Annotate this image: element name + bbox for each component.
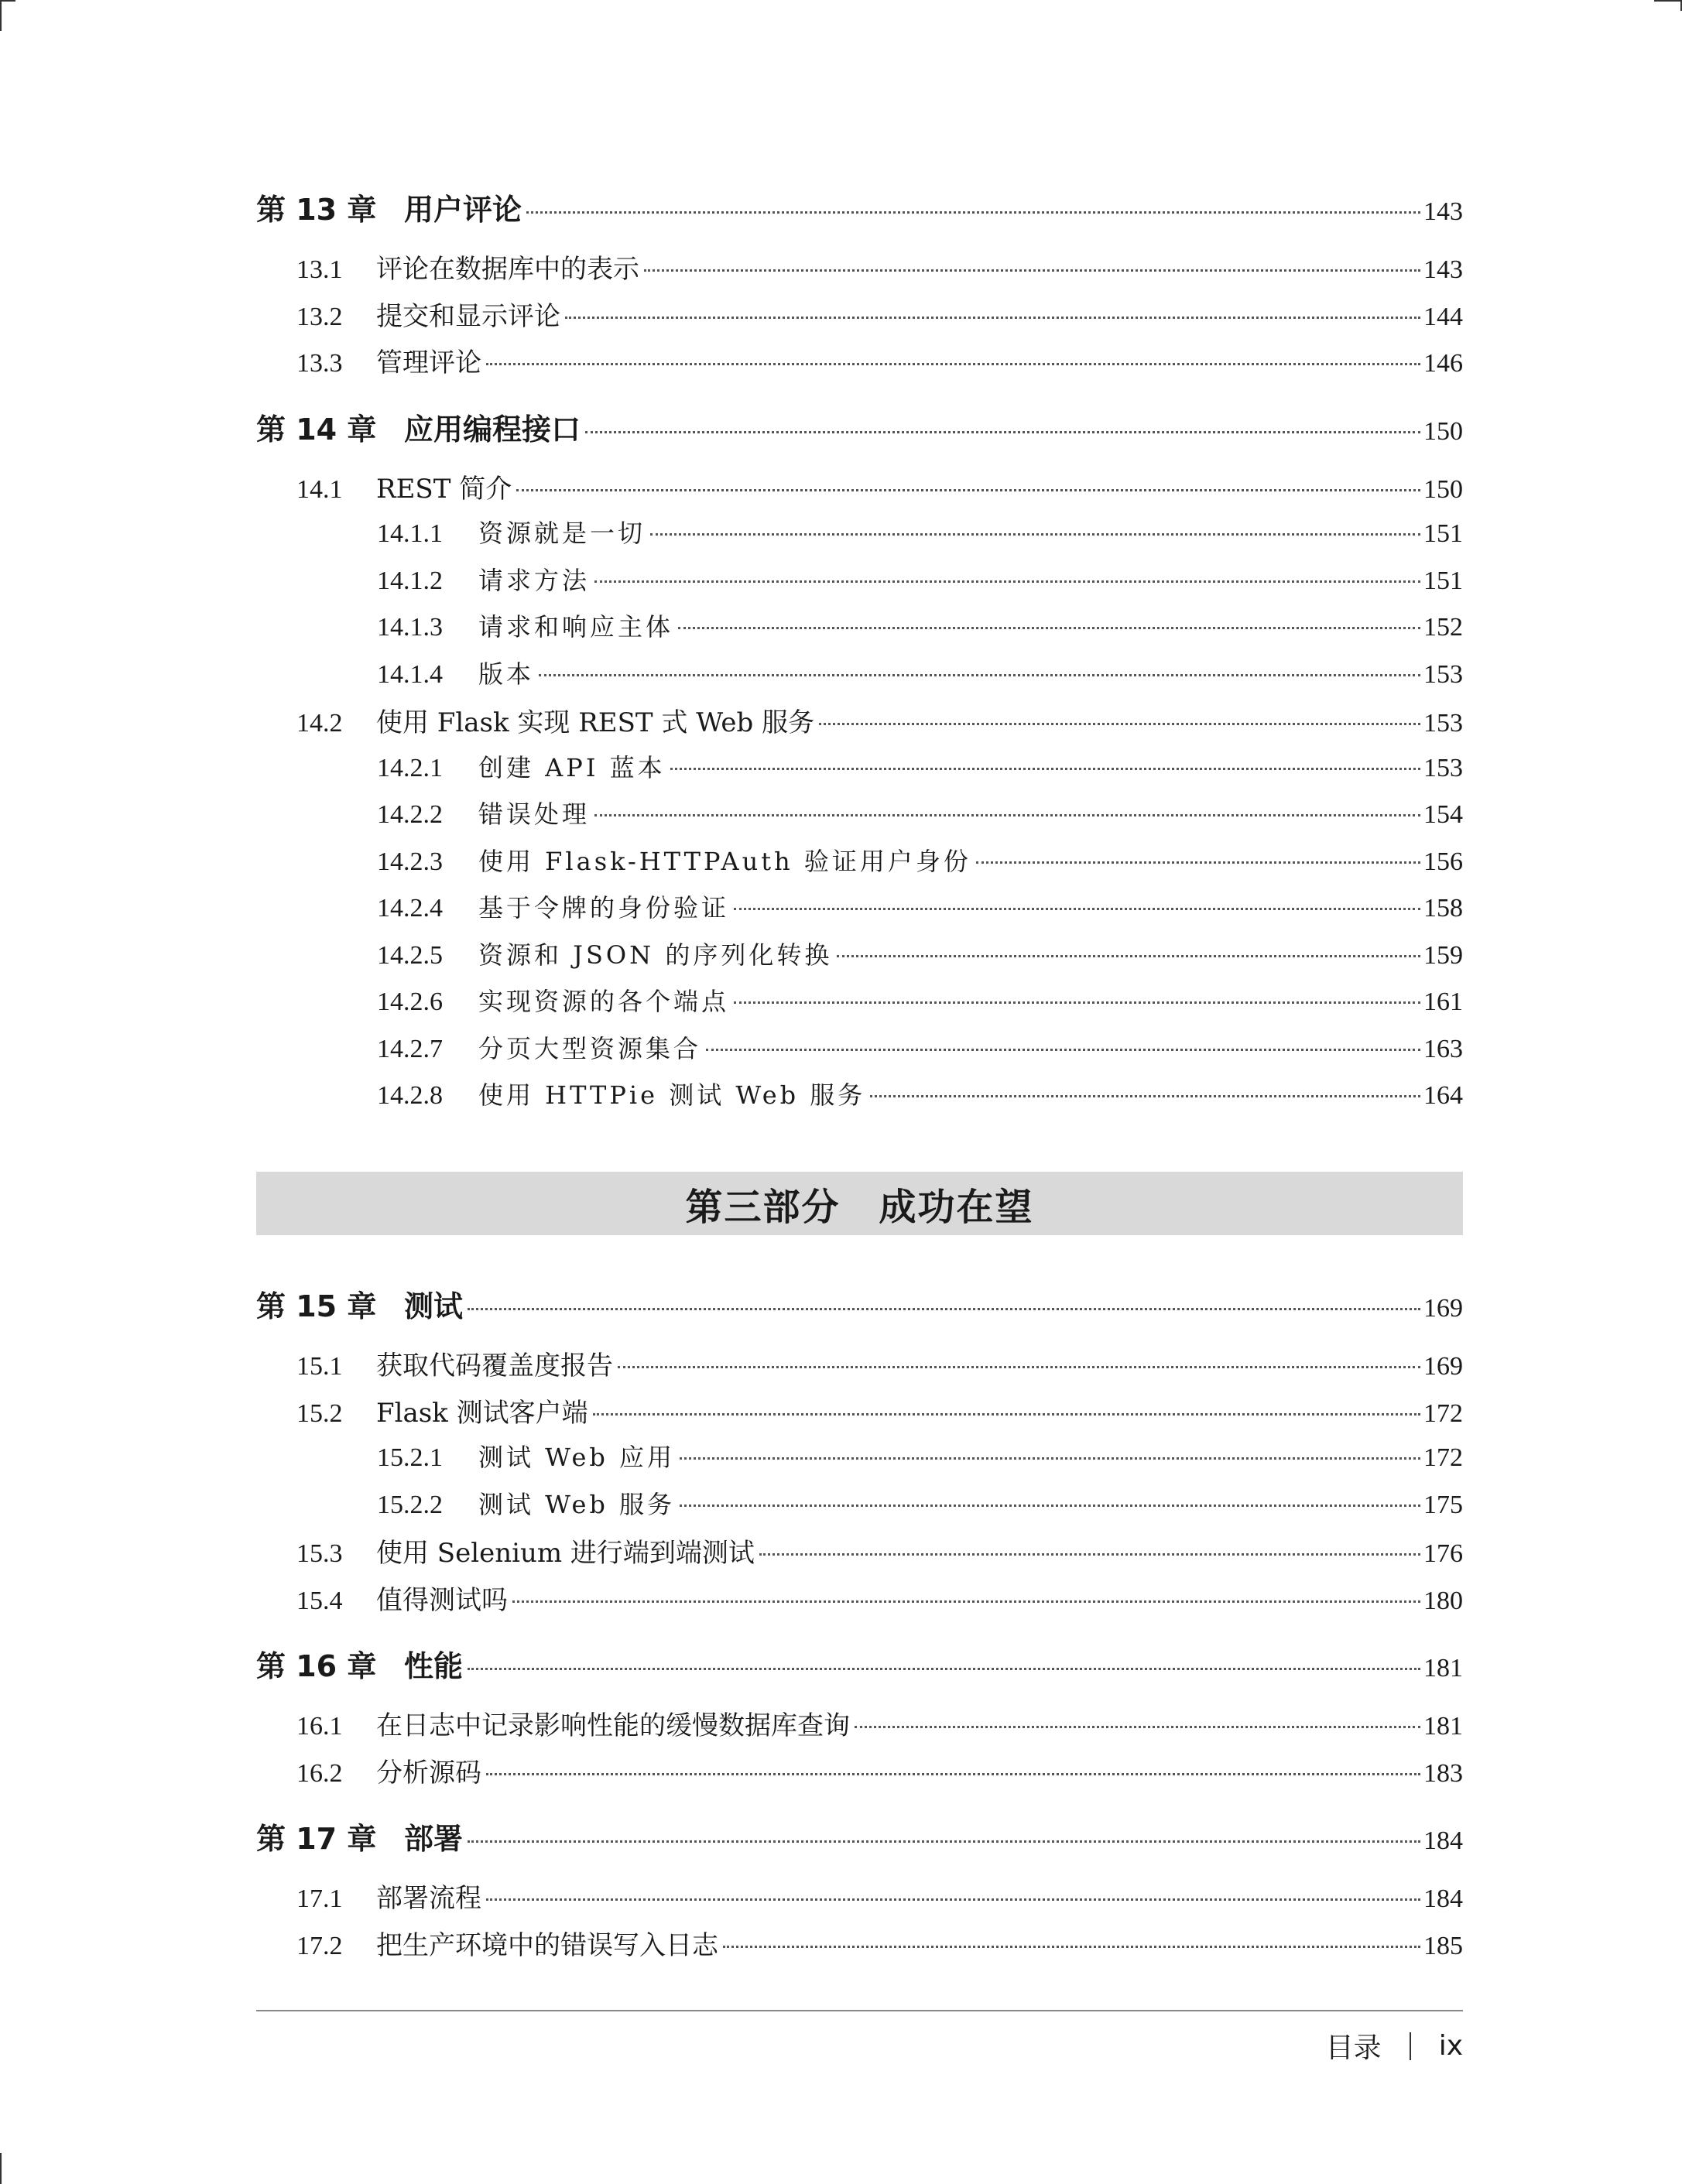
toc-entry-label (296, 701, 814, 739)
toc-entry-number: 第 16 章 (256, 1649, 377, 1683)
toc-subsection-row[interactable] (256, 936, 1463, 983)
toc-entry-number: 14.2.4 (377, 894, 443, 923)
toc-entry-number: 16.1 (296, 1712, 343, 1741)
dot-leader (670, 768, 1420, 770)
toc-entry-page: 152 (1423, 613, 1463, 642)
toc-subsection-row[interactable] (256, 1029, 1463, 1077)
toc-entry-number: 第 17 章 (256, 1822, 377, 1856)
toc-entry-page: 154 (1423, 800, 1463, 829)
toc-chapter-row[interactable] (256, 406, 1463, 452)
dot-leader (593, 1413, 1420, 1415)
toc-entry-label (377, 655, 534, 690)
toc-entry-number: 15.4 (296, 1586, 343, 1615)
toc-entry-label (296, 1924, 718, 1962)
dot-leader (512, 1600, 1420, 1603)
toc-entry-page: 150 (1423, 474, 1463, 504)
toc-entry-page: 176 (1423, 1539, 1463, 1568)
dot-leader (585, 431, 1420, 433)
dot-leader (565, 317, 1420, 319)
toc-entry-title: 创建 API 蓝本 (478, 752, 666, 782)
dot-leader (759, 1553, 1420, 1556)
toc-subsection-row[interactable] (256, 1438, 1463, 1485)
toc-entry-title: 用户评论 (404, 193, 522, 227)
crop-mark-top-left-h (0, 0, 15, 2)
toc-entry-label (296, 341, 481, 379)
toc-entry-number: 第 14 章 (256, 412, 377, 447)
dot-leader (468, 1668, 1420, 1670)
dot-leader (976, 861, 1420, 864)
toc-entry-label (377, 514, 646, 549)
toc-section-row[interactable] (256, 1704, 1463, 1751)
toc-entry-page: 146 (1423, 349, 1463, 378)
toc-entry-title: 管理评论 (376, 347, 481, 378)
toc-entry-title: 测试 Web 应用 (478, 1443, 676, 1472)
toc-entry-page: 184 (1423, 1826, 1463, 1855)
page-footer (1326, 2026, 1463, 2066)
toc-entry-label (296, 1579, 508, 1617)
toc-subsection-row[interactable] (256, 514, 1463, 561)
dot-leader (468, 1308, 1420, 1310)
dot-leader (837, 955, 1420, 957)
dot-leader (734, 1001, 1420, 1004)
toc-entry-number: 15.2.2 (377, 1490, 443, 1519)
toc-entry-title: 资源就是一切 (478, 519, 646, 548)
toc-entry-title: 评论在数据库中的表示 (376, 254, 639, 285)
footer-page-number: ix (1438, 2030, 1463, 2062)
toc-entry-number: 14.1 (296, 474, 343, 504)
toc-section-row[interactable] (256, 1877, 1463, 1924)
toc-entry-label (377, 1029, 701, 1065)
toc-entry-title: 使用 Flask 实现 REST 式 Web 服务 (376, 707, 815, 738)
toc-entry-title: 基于令牌的身份验证 (478, 893, 730, 923)
toc-entry-label (377, 795, 590, 830)
toc-entry-number: 14.2.6 (377, 988, 443, 1016)
toc-entry-title: 部署流程 (376, 1883, 481, 1914)
toc-entry-label (377, 608, 673, 643)
dot-leader (526, 211, 1420, 214)
toc-section-row[interactable] (256, 1751, 1463, 1799)
toc-entry-number: 第 15 章 (256, 1289, 377, 1323)
toc-section-row[interactable] (256, 248, 1463, 295)
toc-subsection-row[interactable] (256, 982, 1463, 1029)
toc-entry-page: 150 (1423, 416, 1463, 446)
dot-leader (855, 1726, 1420, 1728)
toc-entry-title: 测试 (404, 1289, 464, 1323)
toc-entry-page: 183 (1423, 1758, 1463, 1788)
toc-entry-number: 14.1.2 (377, 566, 443, 595)
toc-entry-label (377, 1438, 675, 1474)
dot-leader (650, 533, 1420, 536)
toc-section-row[interactable] (256, 1532, 1463, 1579)
toc-entry-title: 使用 Flask-HTTPAuth 验证用户身份 (478, 846, 971, 876)
toc-chapter-row[interactable] (256, 1642, 1463, 1689)
toc-entry-page: 169 (1423, 1352, 1463, 1381)
toc-entry-page: 185 (1423, 1931, 1463, 1960)
toc-entry-page: 181 (1423, 1654, 1463, 1683)
toc-entry-number: 14.2.3 (377, 847, 443, 876)
toc-entry-label (256, 1282, 463, 1325)
toc-entry-number: 14.2.1 (377, 753, 443, 782)
crop-mark-top-left (0, 0, 2, 31)
toc-entry-number: 14.1.4 (377, 659, 443, 689)
toc-entry-label (377, 561, 590, 597)
footer-separator (1410, 2032, 1411, 2060)
toc-entry-page: 153 (1423, 659, 1463, 689)
toc-section-row[interactable] (256, 341, 1463, 389)
toc-entry-label (296, 248, 639, 286)
toc-entry-number: 17.1 (296, 1884, 343, 1913)
toc-entry-title: 分页大型资源集合 (478, 1033, 702, 1063)
toc-entry-page: 172 (1423, 1443, 1463, 1472)
toc-entry-title: 请求和响应主体 (478, 612, 674, 642)
toc-entry-title: 版本 (478, 659, 535, 689)
toc-section-row[interactable] (256, 1924, 1463, 1971)
toc-entry-title: REST 简介 (376, 473, 512, 505)
toc-entry-title: 实现资源的各个端点 (478, 987, 730, 1016)
toc-section-row[interactable] (256, 467, 1463, 515)
toc-entry-label (256, 1642, 463, 1685)
dot-leader (594, 580, 1420, 583)
toc-entry-label (296, 1751, 481, 1789)
toc-entry-number: 14.1.3 (377, 613, 443, 642)
toc-entry-title: 性能 (404, 1649, 464, 1683)
toc-entry-label (256, 406, 581, 448)
toc-entry-title: 使用 Selenium 进行端到端测试 (376, 1538, 755, 1569)
toc-entry-page: 151 (1423, 519, 1463, 548)
toc-entry-label (377, 1485, 675, 1521)
dot-leader (516, 489, 1420, 491)
toc-section-row[interactable] (256, 1392, 1463, 1439)
toc-entry-title: 应用编程接口 (404, 412, 581, 447)
toc-entry-title: Flask 测试客户端 (376, 1397, 588, 1429)
toc-subsection-row[interactable] (256, 1076, 1463, 1123)
toc-entry-label (377, 982, 729, 1018)
toc-entry-number: 14.1.1 (377, 519, 443, 548)
table-of-contents-part-2 (256, 1282, 1463, 1970)
toc-entry-page: 151 (1423, 566, 1463, 595)
toc-entry-label (296, 295, 560, 333)
toc-entry-number: 14.2 (296, 709, 343, 738)
toc-entry-number: 13.3 (296, 349, 343, 378)
toc-subsection-row[interactable] (256, 842, 1463, 889)
toc-entry-number: 14.2.7 (377, 1034, 443, 1063)
toc-entry-title: 资源和 JSON 的序列化转换 (478, 940, 833, 970)
toc-entry-page: 175 (1423, 1490, 1463, 1519)
dot-leader (680, 1504, 1420, 1507)
toc-entry-number: 17.2 (296, 1931, 343, 1960)
toc-entry-title: 使用 HTTPie 测试 Web 服务 (478, 1080, 866, 1110)
toc-entry-title: 测试 Web 服务 (478, 1489, 676, 1519)
part-banner (256, 1172, 1463, 1235)
toc-entry-label (377, 936, 832, 971)
dot-leader (706, 1049, 1420, 1051)
toc-chapter-row[interactable] (256, 1282, 1463, 1329)
toc-subsection-row[interactable] (256, 888, 1463, 936)
toc-entry-page: 144 (1423, 302, 1463, 331)
dot-leader (468, 1840, 1420, 1843)
dot-leader (723, 1946, 1420, 1948)
footer-divider (256, 2010, 1463, 2011)
toc-entry-page: 156 (1423, 847, 1463, 876)
toc-entry-label (256, 1815, 463, 1857)
toc-entry-title: 部署 (404, 1822, 464, 1856)
toc-entry-label (377, 748, 666, 784)
toc-section-row[interactable] (256, 1344, 1463, 1392)
table-of-contents-part-1 (256, 186, 1463, 1123)
dot-leader (486, 1898, 1420, 1901)
crop-mark-top-right-h (1654, 0, 1682, 2)
toc-entry-number: 15.3 (296, 1539, 343, 1568)
toc-entry-label (296, 1344, 613, 1382)
toc-entry-number: 14.2.5 (377, 940, 443, 970)
toc-entry-number: 14.2.8 (377, 1081, 443, 1110)
toc-subsection-row[interactable] (256, 1485, 1463, 1532)
dot-leader (678, 627, 1420, 629)
toc-subsection-row[interactable] (256, 561, 1463, 608)
toc-entry-label (296, 1877, 481, 1915)
toc-section-row[interactable] (256, 295, 1463, 342)
toc-entry-number: 13.1 (296, 255, 343, 284)
toc-entry-label (377, 842, 971, 878)
toc-entry-title: 请求方法 (478, 565, 591, 595)
toc-entry-label (296, 467, 512, 505)
dot-leader (486, 1773, 1420, 1775)
dot-leader (486, 363, 1420, 365)
toc-entry-number: 15.1 (296, 1352, 343, 1381)
toc-entry-label (296, 1532, 755, 1570)
dot-leader (618, 1366, 1420, 1368)
toc-entry-page: 143 (1423, 255, 1463, 284)
toc-entry-page: 163 (1423, 1034, 1463, 1063)
crop-mark-bottom-left (0, 2153, 2, 2184)
toc-subsection-row[interactable] (256, 795, 1463, 842)
toc-section-row[interactable] (256, 701, 1463, 748)
toc-chapter-row[interactable] (256, 1815, 1463, 1861)
dot-leader (819, 723, 1420, 725)
toc-entry-page: 181 (1423, 1712, 1463, 1741)
toc-subsection-row[interactable] (256, 608, 1463, 655)
toc-entry-page: 158 (1423, 894, 1463, 923)
toc-subsection-row[interactable] (256, 748, 1463, 796)
toc-entry-number: 14.2.2 (377, 800, 443, 829)
toc-entry-title: 在日志中记录影响性能的缓慢数据库查询 (376, 1710, 850, 1741)
toc-entry-title: 分析源码 (376, 1757, 481, 1789)
toc-entry-title: 获取代码覆盖度报告 (376, 1350, 613, 1381)
toc-entry-page: 180 (1423, 1586, 1463, 1615)
toc-entry-number: 第 13 章 (256, 193, 377, 227)
toc-entry-title: 值得测试吗 (376, 1584, 508, 1616)
toc-entry-title: 把生产环境中的错误写入日志 (376, 1929, 718, 1961)
toc-entry-page: 184 (1423, 1884, 1463, 1913)
toc-entry-title: 提交和显示评论 (376, 300, 560, 332)
toc-section-row[interactable] (256, 1579, 1463, 1626)
toc-entry-page: 153 (1423, 753, 1463, 782)
toc-entry-page: 143 (1423, 197, 1463, 226)
dot-leader (594, 814, 1420, 816)
dot-leader (870, 1095, 1420, 1097)
dot-leader (680, 1457, 1420, 1460)
toc-entry-number: 15.2.1 (377, 1443, 443, 1472)
toc-entry-number: 13.2 (296, 302, 343, 331)
toc-entry-page: 153 (1423, 709, 1463, 738)
toc-entry-page: 172 (1423, 1398, 1463, 1428)
toc-entry-page: 161 (1423, 988, 1463, 1016)
dot-leader (734, 908, 1420, 910)
toc-entry-label (256, 186, 522, 228)
dot-leader (644, 269, 1420, 272)
toc-entry-page: 164 (1423, 1081, 1463, 1110)
part-title: 第三部分 成功在望 (685, 1185, 1034, 1229)
toc-entry-page: 159 (1423, 940, 1463, 970)
dot-leader (539, 674, 1420, 676)
toc-entry-page: 169 (1423, 1294, 1463, 1323)
toc-entry-number: 16.2 (296, 1758, 343, 1788)
toc-entry-label (377, 888, 729, 924)
toc-chapter-row[interactable] (256, 186, 1463, 232)
toc-entry-number: 15.2 (296, 1398, 343, 1428)
toc-entry-label (296, 1392, 588, 1429)
footer-label: 目录 (1325, 2032, 1382, 2064)
toc-subsection-row[interactable] (256, 655, 1463, 702)
toc-entry-title: 错误处理 (478, 799, 591, 829)
toc-entry-label (296, 1704, 850, 1742)
toc-entry-label (377, 1076, 865, 1111)
